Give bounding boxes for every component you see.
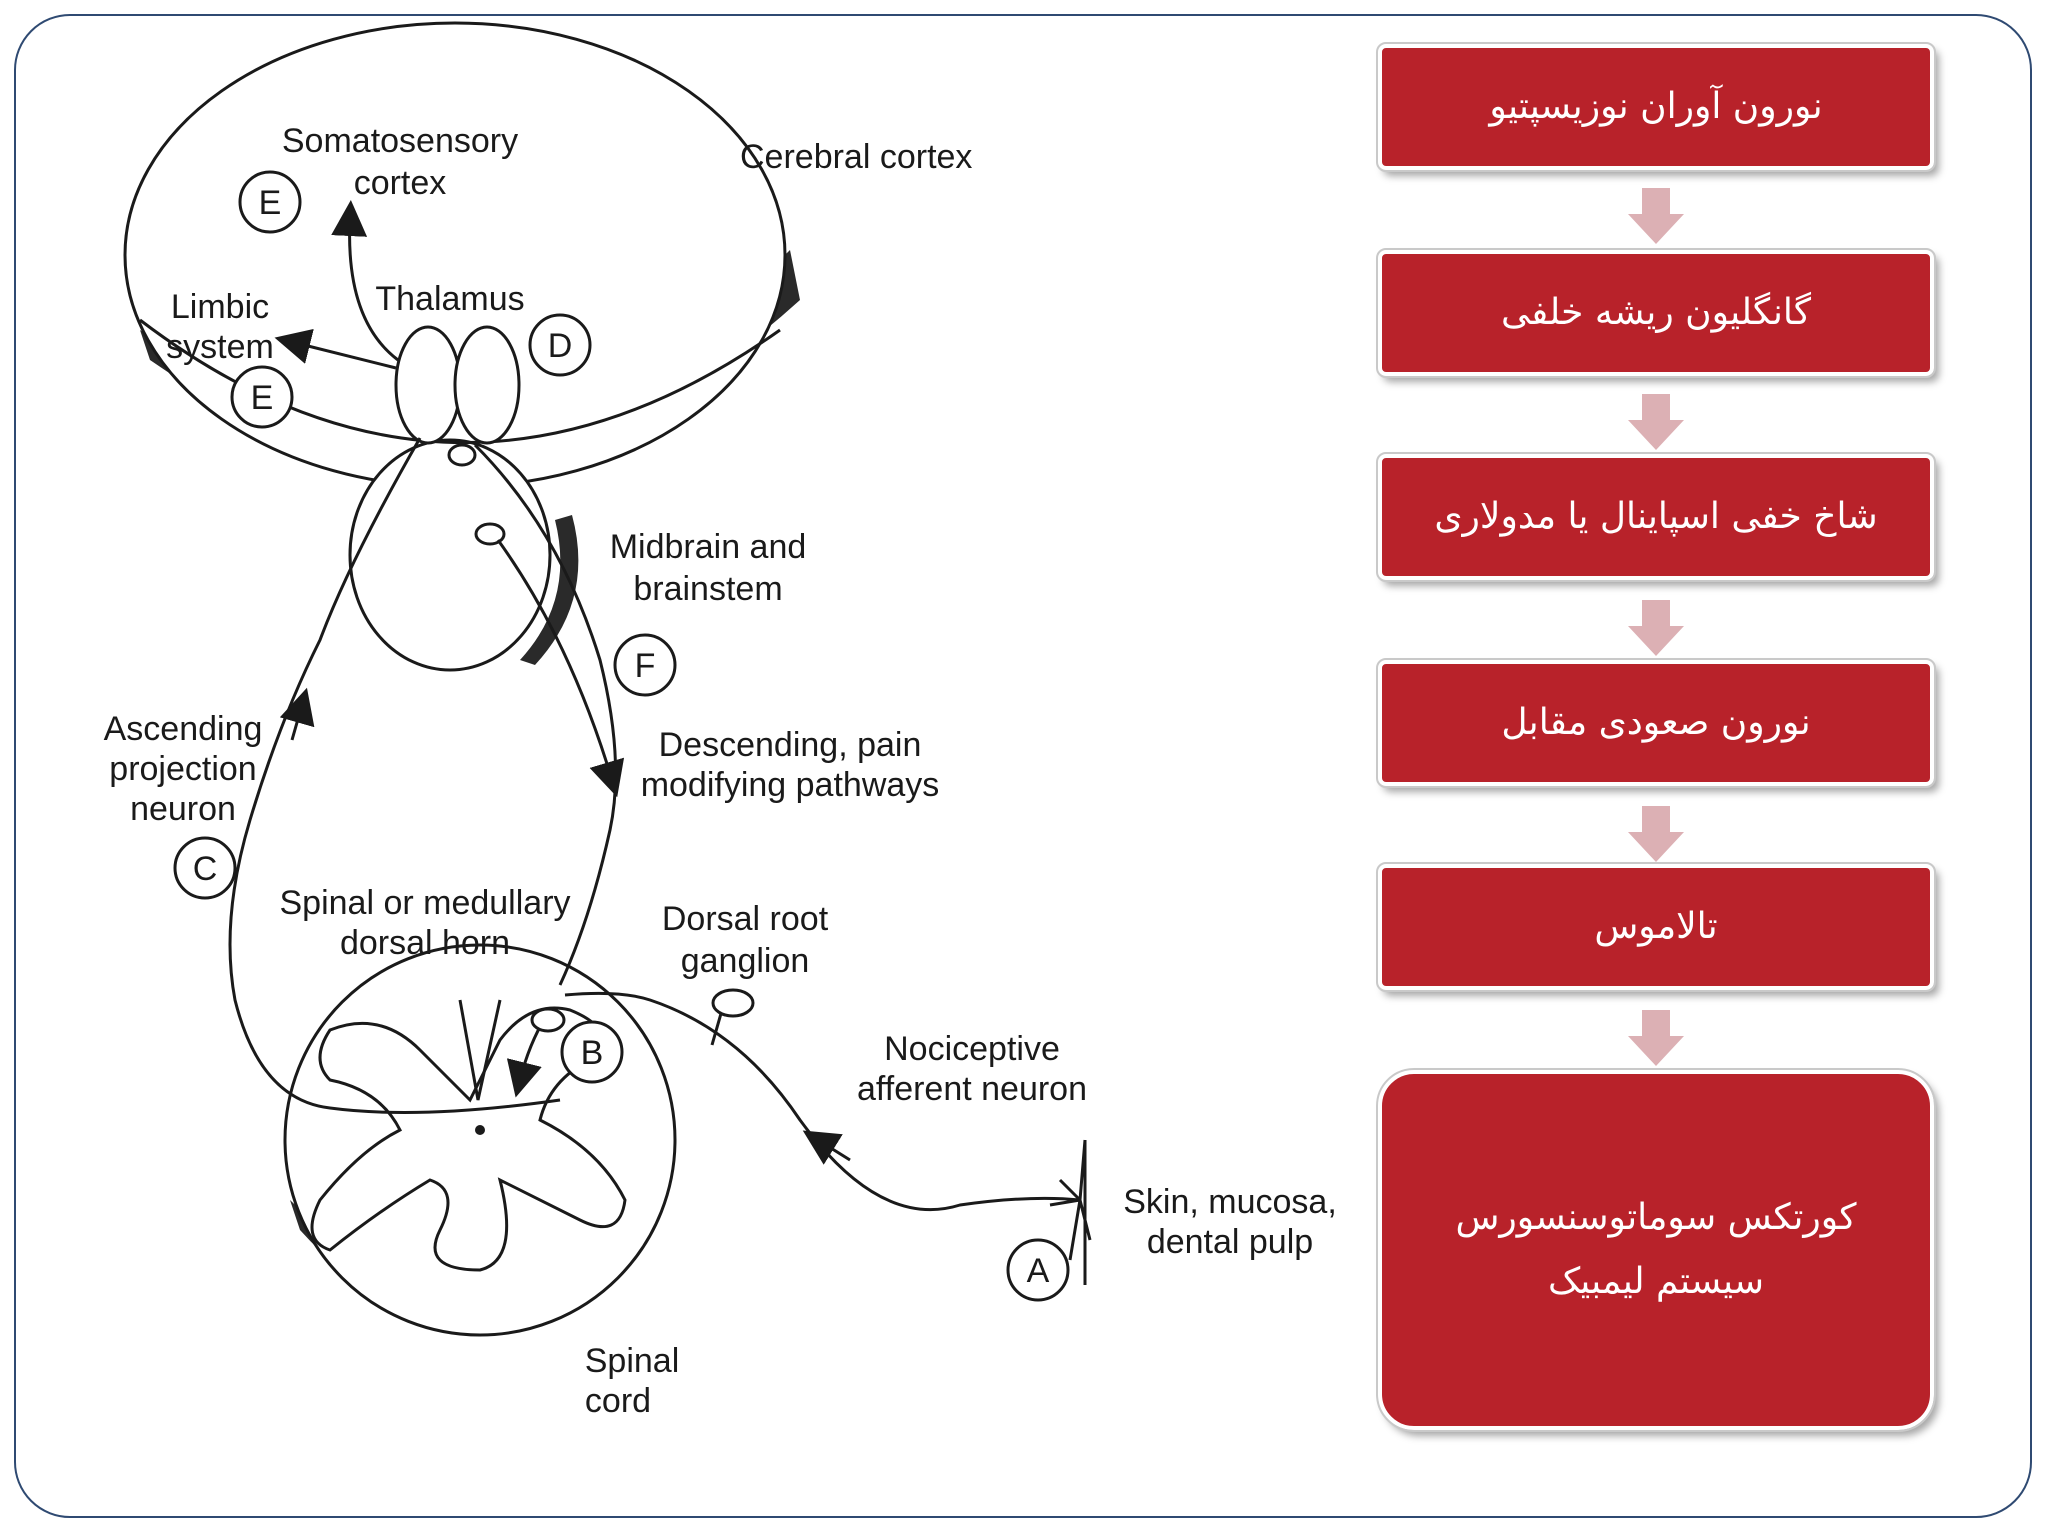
label-dental-pulp: dental pulp	[1146, 1223, 1314, 1261]
flow-step-5-text: تالاموس	[1594, 906, 1718, 947]
marker-f-text: F	[634, 647, 656, 685]
marker-f	[615, 635, 675, 695]
label-midbrain: Midbrain and	[609, 528, 807, 566]
dorsal-root-ganglion	[713, 990, 753, 1016]
marker-e2-text: E	[250, 379, 274, 417]
flow-step-6-line-1: کورتکس سوماتوسنسورس	[1455, 1197, 1857, 1238]
down-arrow-icon	[1628, 188, 1684, 244]
flow-step-ascending-neuron	[1378, 660, 1934, 786]
marker-c	[175, 838, 235, 898]
thalamus-left	[396, 327, 460, 443]
label-descending: Descending, pain	[658, 726, 922, 764]
label-spinal: Spinal	[584, 1342, 680, 1380]
label-thalamus: Thalamus	[375, 280, 525, 318]
label-cerebral-cortex: Cerebral cortex	[740, 138, 973, 176]
label-afferent-neuron: afferent neuron	[857, 1070, 1087, 1108]
marker-c-text: C	[192, 850, 218, 888]
label-nociceptive: Nociceptive	[884, 1030, 1060, 1068]
marker-b-text: B	[580, 1034, 604, 1072]
down-arrow-icon	[1628, 394, 1684, 450]
spinal-cord-circle	[285, 945, 675, 1335]
marker-a	[1008, 1240, 1068, 1300]
label-modifying: modifying pathways	[640, 766, 940, 804]
flow-step-dorsal-root-ganglion	[1378, 250, 1934, 376]
flow-step-nociceptive-afferent	[1378, 44, 1934, 170]
label-projection: projection	[109, 750, 257, 788]
flow-step-dorsal-horn	[1378, 454, 1934, 580]
label-ascending: Ascending	[103, 710, 263, 748]
flow-step-1-text: نورون آوران نوزیسپتیو	[1489, 86, 1823, 127]
marker-d-text: D	[547, 327, 573, 365]
flow-step-4-text: نورون صعودی مقابل	[1501, 702, 1811, 743]
label-somatosensory: Somatosensory	[281, 122, 519, 160]
marker-b	[562, 1022, 622, 1082]
marker-e-limbic	[232, 367, 292, 427]
label-system: system	[166, 328, 274, 366]
label-brainstem: brainstem	[633, 570, 783, 608]
flow-step-6-line-2: سیستم لیمبیک	[1548, 1261, 1764, 1302]
label-neuron: neuron	[130, 790, 236, 828]
marker-e-somatosensory	[240, 172, 300, 232]
label-spinal-medullary: Spinal or medullary	[279, 884, 571, 922]
flow-step-thalamus	[1378, 864, 1934, 990]
flow-step-3-text: شاخ خفی اسپاینال یا مدولاری	[1434, 496, 1878, 537]
marker-e1-text: E	[258, 184, 282, 222]
down-arrow-icon	[1628, 1010, 1684, 1066]
label-cortex: cortex	[353, 164, 447, 202]
flow-step-cortex-limbic	[1378, 1070, 1934, 1430]
thalamus-nucleus	[449, 445, 475, 465]
down-arrow-icon	[1628, 600, 1684, 656]
down-arrow-icon	[1628, 806, 1684, 862]
marker-d	[530, 315, 590, 375]
label-limbic: Limbic	[170, 288, 270, 326]
label-skin-mucosa: Skin, mucosa,	[1123, 1183, 1337, 1221]
thalamus-right	[455, 327, 519, 443]
label-cord: cord	[584, 1382, 652, 1420]
label-dorsal-root: Dorsal root	[661, 900, 829, 938]
flow-step-2-text: گانگلیون ریشه خلفی	[1501, 292, 1811, 333]
midbrain-brainstem-ellipse	[350, 440, 550, 670]
label-dorsal-horn: dorsal horn	[339, 924, 511, 962]
marker-a-text: A	[1026, 1252, 1050, 1290]
label-ganglion: ganglion	[680, 942, 810, 980]
